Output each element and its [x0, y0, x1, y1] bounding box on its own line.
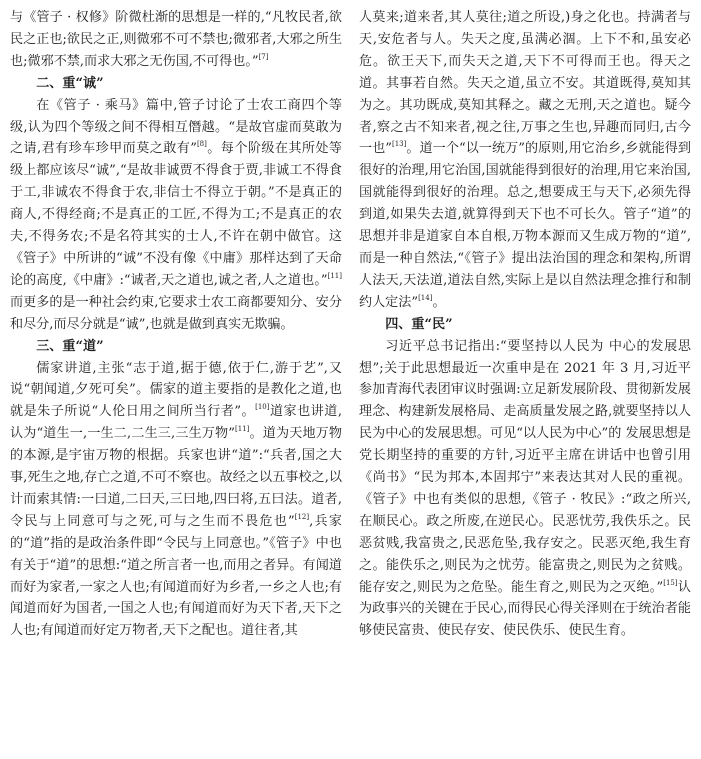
citation-ref: [12] [294, 512, 310, 521]
citation-ref: [15] [663, 578, 678, 587]
citation-ref: [13] [391, 140, 407, 149]
paragraph-dao-continued: 人莫来;道来者,其人莫往;道之所设,)身之化也。持满者与天,安危者与人。失天之度,虽满必涸。上下不和,虽安必危。欲王天下,而失天之道,天下不可得而王也。得天之道。其事若自然。失天之道,虽立不安。其道既得,莫知其为之。其功既成,莫知其释之。藏之无刑,天之道也。疑今者,察之古不知来者,视之往,万事之生也,异趣而同归,古今一也”[13]。道一个“以一统万”的原则,用它治乡,乡就能得到很好的治理,用它治国,国就能得到很好的治理,用它来治国,国就能得到很好的治理。总之,想要成王与天下,必须先得到道,如果失去道,就算得到天下也不可长久。管子“道”的思想并非是道家自本自根,万物本源而又生成万物的“道”,而是一种自然法,“《管子》提出法治国的理念和架构,所谓人法天,天法道,道法自然,实际上是以自然法理念推行和制约人定法”[14]。 [359, 10, 691, 310]
paragraph-sincerity: 在《管子 · 乘马》篇中,管子讨论了士农工商四个等级,认为四个等级之间不得相互僭越。“是故官虚而莫敢为之请,君有珍车珍甲而莫之敢有”[8]。每个阶级在其所处等级上都应该尽“诚”,“是故非诚贾不得食于贾,非诚工不得食于工,非诚农不得食于农,非信士不得立于朝。”不是真正的商人,不得经商;不是真正的工匠,不得为工;不是真正的农夫,不得务农;不是名符其实的士人,不许在朝中做官。这《管子》中所讲的“诚”不没有像《中庸》那样达到了天命论的高度,《中庸》:“诚者,天之道也,诚之者,人之道也。”[11]而更多的是一种社会约束,它要求士农工商都要知分、安分和尽分,而尽分就是“诚”,也就是做到真实无欺骗。 [10, 97, 343, 332]
right-column [359, 7, 691, 642]
citation-ref: [7] [258, 52, 269, 61]
paragraph-continuation: 与《管子 · 权修》阶微杜渐的思想是一样的,“凡牧民者,欲民之正也;欲民之正,则微邪不可不禁也;微邪者,大邪之所生也;微邪不禁,而求大邪之无伤国,不可得也。”[7] [10, 10, 342, 69]
citation-ref: [14] [418, 293, 433, 302]
paragraph-dao: 儒家讲道,主张“志于道,据于德,依于仁,游于艺”,又说“朝闻道,夕死可矣”。儒家的道主要指的是教化之道,也就是朱子所说“人伦日用之间所当行者”。[10]道家也讲道,认为“道生一,一生二,二生三,三生万物”[11]。道为天地万物的本源,是宇宙万物的根据。兵家也讲“道”:“兵者,国之大事,死生之地,存亡之道,不可不察也。故经之以五事校之,以计而索其情:一曰道,二曰天,三曰地,四曰将,五曰法。道者,令民与上同意可与之死,可与之生而不畏危也”[12],兵家的“道”指的是政治条件即“令民与上同意也。”《管子》中也有关于“道”的思想:“道之所言者一也,而用之者异。有闻道而好为家者,一家之人也;有闻道而好为乡者,一乡之人也;有闻道而好为国者,一国之人也;有闻道而好为天下者,天下之人也;有闻道而好定万物者,天下之配也。道往者,其 [10, 360, 343, 639]
citation-ref: [10] [255, 403, 270, 412]
section-heading-dao: 三、重“道” [36, 338, 104, 354]
left-column [10, 7, 342, 642]
citation-ref: [8] [196, 140, 207, 149]
section-heading-sincerity: 二、重“诚” [36, 75, 104, 91]
paragraph-people: 习近平总书记指出:“要坚持以人民为 中心的发展思想”;关于此思想最近一次重申是在 2021 年 3 月,习近平参加青海代表团审议时强调:立足新发展阶段、贯彻新发展理念、构建新发展格局、走高质量发展之路,就要坚持以人民为中心的发展思想。可见“以人民为中心”的 发展思想是党长期坚持的重要的方针,习近平主席在讲话中也曾引用《尚书》“民为邦本,本固邦宁”来表达其对人民的重视。《管子》中也有类似的思想,《管子 · 牧民》:“政之所兴,在顺民心。政之所废,在逆民心。民恶忧劳,我佚乐之。民恶贫贱,我富贵之,民恶危坠,我存安之。民恶灭绝,我生育之。能佚乐之,则民为之忧劳。能富贵之,则民为之贫贱。能存安之,则民为之危坠。能生育之,则民为之灭绝。”[15]认为政事兴的关键在于民心,而得民心得关泽则在于统治者能够使民富贵、使民存安、使民佚乐、使民生育。 [359, 338, 692, 639]
citation-ref: [11] [234, 425, 250, 434]
citation-ref: [11] [327, 271, 342, 280]
section-heading-people: 四、重“民” [385, 316, 453, 332]
